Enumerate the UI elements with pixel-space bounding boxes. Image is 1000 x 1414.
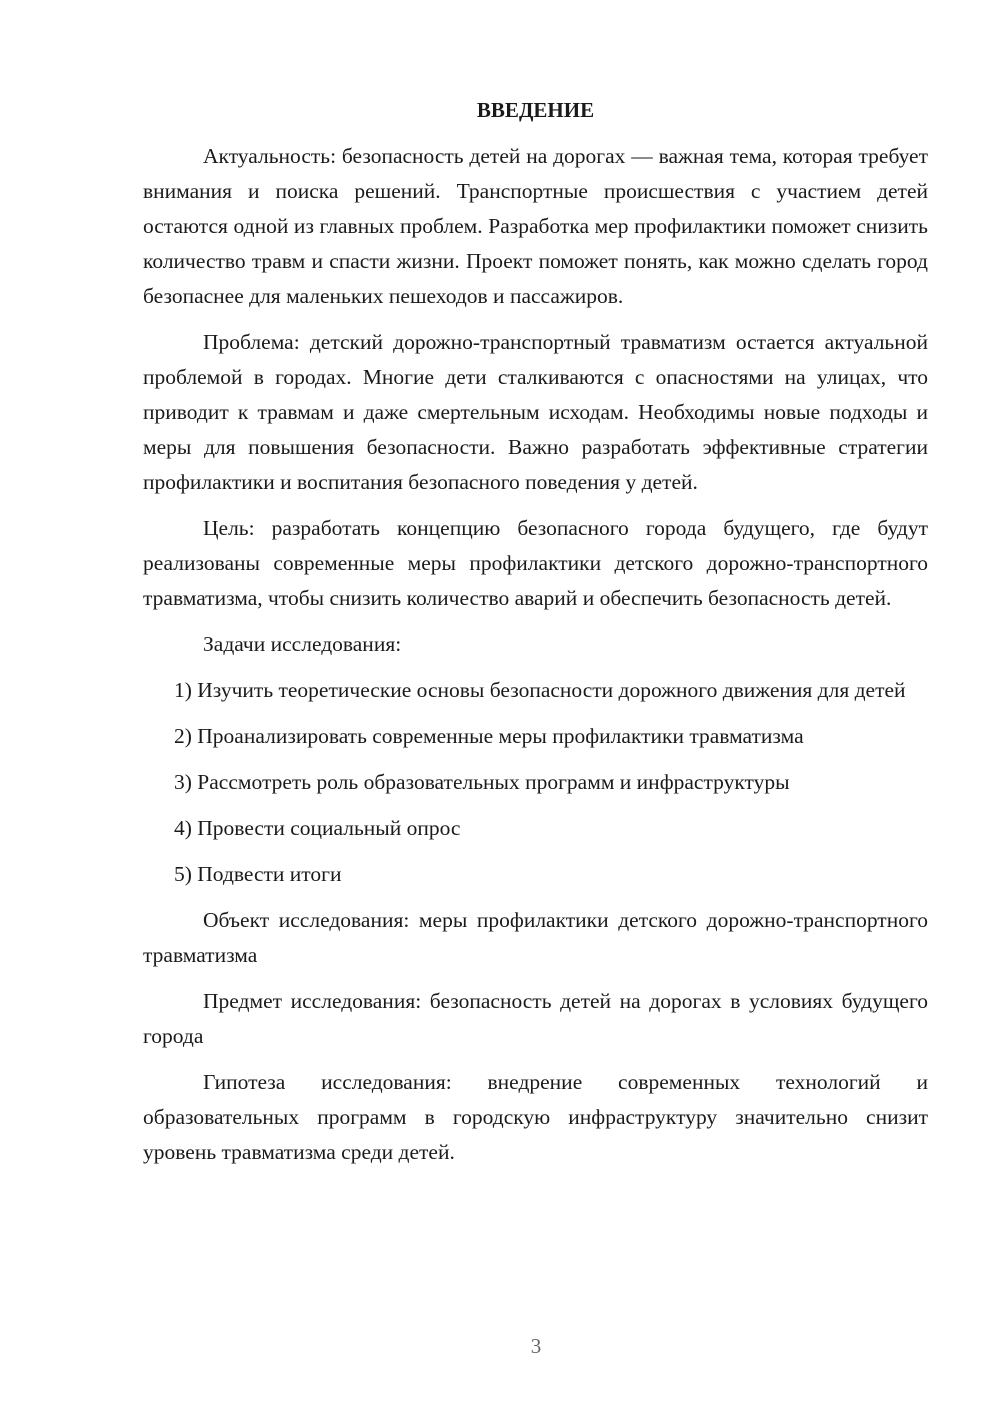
page-number: 3 (530, 1334, 542, 1358)
list-item: 4) Провести социальный опрос (174, 816, 461, 840)
paragraph-hypothesis: Гипотеза исследования: внедрение современных технологий и образовательных программ в городскую инфраструктуру значительно снизит уровень травматизма среди детей. (143, 1070, 928, 1164)
paragraph-object: Объект исследования: меры профилактики детского дорожно-транспортного травматизма (143, 908, 928, 967)
document-body (143, 93, 928, 1181)
list-item: 2) Проанализировать современные меры профилактики травматизма (174, 724, 804, 748)
paragraph-problem: Проблема: детский дорожно-транспортный травматизм остается актуальной проблемой в городах. Многие дети сталкиваются с опасностями на улицах, что приводит к травмам и даже смертельным исходам. Необходимы новые подходы и меры для повышения безопасности. Важно разработать эффективные стратегии профилактики и воспитания безопасного поведения у детей. (143, 330, 928, 494)
tasks-heading: Задачи исследования: (203, 632, 402, 656)
paragraph-relevance: Актуальность: безопасность детей на дорогах — важная тема, которая требует внимания и поиска решений. Транспортные происшествия с участием детей остаются одной из главных проблем. Разработка мер профилактики поможет снизить количество травм и спасти жизни. Проект поможет понять, как можно сделать город безопаснее для маленьких пешеходов и пассажиров. (143, 144, 928, 308)
list-item: 5) Подвести итоги (174, 862, 342, 886)
paragraph-subject: Предмет исследования: безопасность детей на дорогах в условиях будущего города (143, 989, 928, 1048)
page-title: ВВЕДЕНИЕ (476, 98, 595, 122)
list-item: 3) Рассмотреть роль образовательных программ и инфраструктуры (174, 770, 790, 794)
list-item: 1) Изучить теоретические основы безопасности дорожного движения для детей (174, 678, 906, 702)
paragraph-goal: Цель: разработать концепцию безопасного города будущего, где будут реализованы современные меры профилактики детского дорожно-транспортного травматизма, чтобы снизить количество аварий и обеспечить безопасность детей. (143, 516, 928, 610)
